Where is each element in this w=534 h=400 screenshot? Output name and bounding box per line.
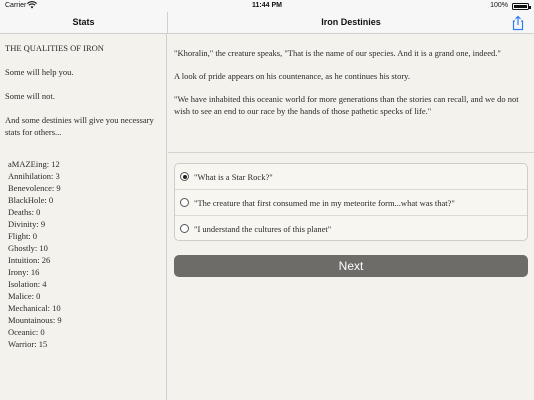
choice-label: "I understand the cultures of this planet": [194, 224, 332, 234]
stat-item: Mountainous: 9: [8, 315, 62, 325]
clock: 11:44 PM: [252, 2, 282, 9]
radio-unselected-icon[interactable]: [180, 224, 189, 233]
stat-item: Warrior: 15: [8, 339, 48, 349]
next-button[interactable]: Next: [174, 255, 528, 277]
sidebar-title: Stats: [72, 17, 95, 27]
story-text: [174, 47, 529, 128]
story-panel: [168, 34, 534, 400]
stat-item: Isolation: 4: [8, 279, 47, 289]
section-divider: [168, 152, 534, 153]
stat-item: BlackHole: 0: [8, 195, 54, 205]
stat-item: Ghostly: 10: [8, 243, 48, 253]
radio-unselected-icon[interactable]: [180, 198, 189, 207]
battery-icon: [512, 3, 529, 10]
choice-option[interactable]: [175, 190, 527, 216]
stats-list: [8, 158, 62, 350]
stat-item: aMAZEing: 12: [8, 159, 60, 169]
battery-percent: 100%: [490, 2, 508, 9]
stats-sidebar: [0, 34, 167, 400]
stat-item: Intuition: 26: [8, 255, 51, 265]
story-paragraph: "Khoralin," the creature speaks, "That is the name of our species. And it is a grand one, indeed.": [174, 48, 501, 58]
stat-item: Deaths: 0: [8, 207, 41, 217]
choice-option[interactable]: [175, 216, 527, 241]
stat-item: Benevolence: 9: [8, 183, 61, 193]
stat-item: Oceanic: 0: [8, 327, 45, 337]
story-paragraph: "We have inhabited this oceanic world for more generations than the stories can recall, and we do not wish to see an end to our race by the hands of those pathetic specks of life.": [174, 94, 519, 116]
choice-label: "What is a Star Rock?": [194, 172, 273, 182]
choice-list: [174, 163, 528, 241]
share-icon: [510, 15, 526, 31]
stat-item: Malice: 0: [8, 291, 41, 301]
stat-item: Flight: 0: [8, 231, 38, 241]
choice-label: "The creature that first consumed me in my meteorite form...what was that?": [194, 198, 455, 208]
sidebar-line: And some destinies will give you necessary stats for others...: [5, 115, 154, 137]
choice-option[interactable]: [175, 164, 527, 190]
stat-item: Irony: 16: [8, 267, 40, 277]
status-bar: [0, 0, 534, 12]
radio-selected-icon[interactable]: [180, 172, 189, 181]
navigation-bar: [0, 12, 534, 34]
stat-item: Divinity: 9: [8, 219, 46, 229]
carrier-label: Carrier: [5, 2, 27, 9]
sidebar-heading: THE QUALITIES OF IRON: [5, 43, 104, 53]
page-title: Iron Destinies: [321, 17, 381, 27]
stat-item: Mechanical: 10: [8, 303, 61, 313]
story-paragraph: A look of pride appears on his countenance, as he continues his story.: [174, 71, 410, 81]
sidebar-line: Some will not.: [5, 91, 55, 101]
share-button[interactable]: [510, 15, 526, 31]
sidebar-line: Some will help you.: [5, 67, 74, 77]
stat-item: Annihilation: 3: [8, 171, 60, 181]
